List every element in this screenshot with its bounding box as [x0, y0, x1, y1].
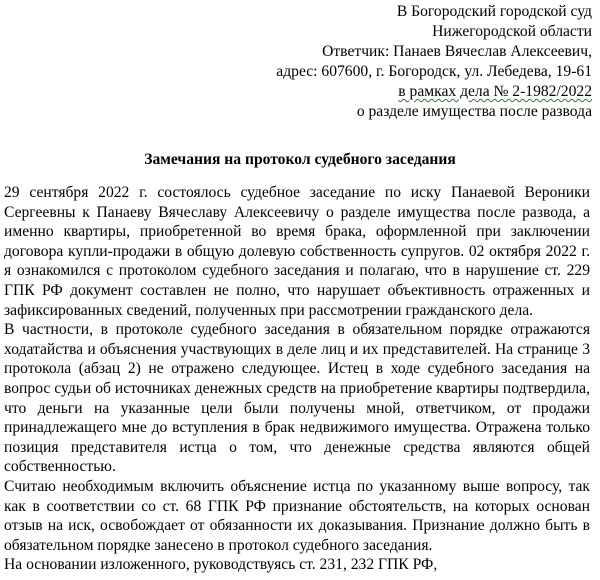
paragraph-3: Считаю необходимым включить объяснение истца по указанному выше вопросу, так как в соответствии со ст. 68 ГПК РФ признание обстоятельств, на которых основан отзыв на иск, освобождает от обязанности их доказывания. Признание должно быть в обязательном порядке занесено в протокол судебного заседания. — [4, 477, 590, 554]
paragraph-2: В частности, в протоколе судебного заседания в обязательном порядке отражаются ходатайства и объяснения участвующих в деле лиц и их представителей. На странице 3 протокола (абзац 2) не отражено следующее. Истец в ходе судебного заседания на вопрос судьи об источниках денежных средств на приобретение квартиры подтвердила, что деньги на указанные цели были получены мной, ответчиком, от продажи принадлежащего мне до вступления в брак недвижимого имущества. Отражена только позиция представителя истца о том, что денежные средства являются общей собственностью. — [4, 321, 590, 476]
court-region: Нижегородской области — [432, 23, 592, 40]
paragraph-1: 29 сентября 2022 г. состоялось судебное заседание по иску Панаевой Вероники Сергеевны к Панаеву Вячеславу Алексеевичу о разделе имущества после развода, а именно квартиры, приобретенной во время брака, оформленной при заключении договора купли-продажи в общую долевую собственность супругов. 02 октября 2022 г. я ознакомился с протоколом судебного заседания и полагаю, что в нарушение ст. 229 ГПК РФ документ составлен не полно, что нарушает объективность отраженных и зафиксированных сведений, полученных при рассмотрении гражданского дела. — [4, 184, 590, 319]
document-title: Замечания на протокол судебного заседания — [144, 151, 456, 168]
case-number: в рамках дела № 2-1982/2022 — [398, 83, 592, 100]
paragraph-4: На основании изложенного, руководствуясь ст. 231, 232 ГПК РФ, — [4, 556, 438, 574]
document-body — [4, 183, 590, 575]
court-name: В Богородский городской суд — [396, 3, 592, 20]
defendant-address: адрес: 607600, г. Богородск, ул. Лебедева, 19-61 — [276, 63, 592, 80]
defendant-line: Ответчик: Панаев Вячеслав Алексеевич, — [322, 43, 592, 60]
case-subject: о разделе имущества после развода — [356, 103, 592, 120]
addressee-block — [276, 2, 592, 122]
